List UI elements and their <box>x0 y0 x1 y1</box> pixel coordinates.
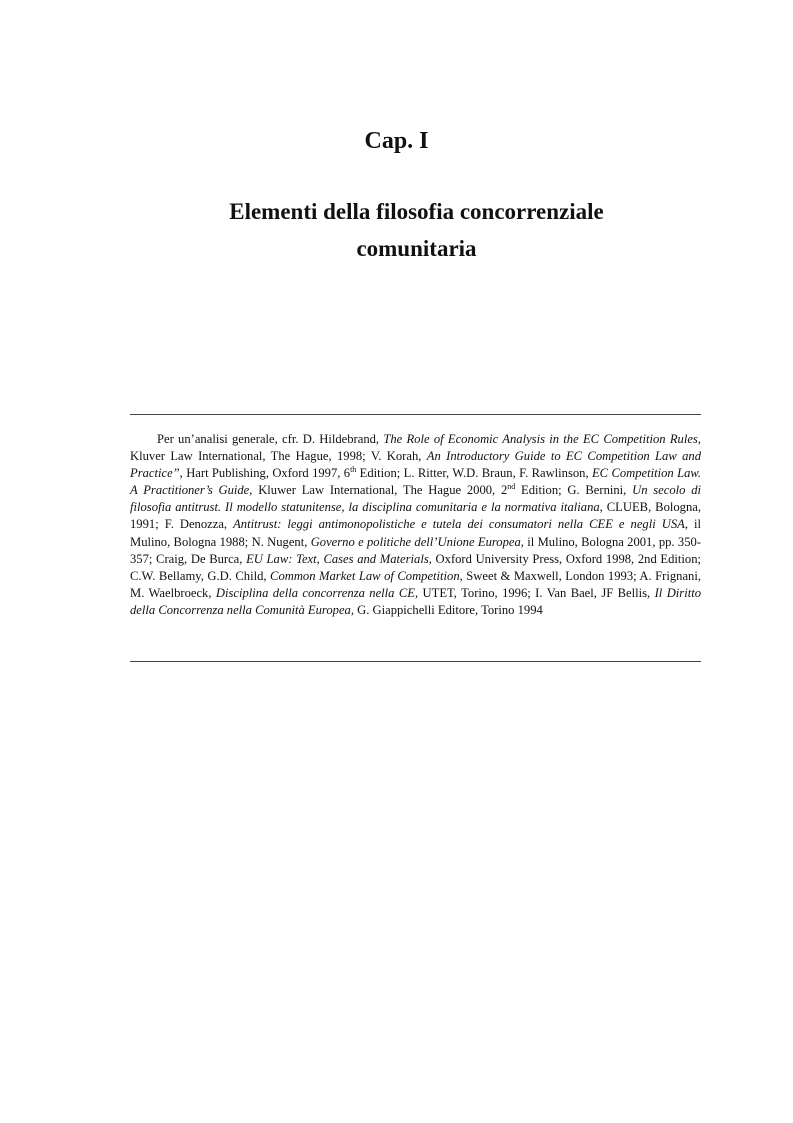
footnote-segment: Per un’analisi generale, cfr. D. Hildebrand, <box>157 432 384 446</box>
footnote-segment: Il Diritto della Concorrenza nella Comunità Europea <box>130 585 702 617</box>
footnote-segment: Edition; G. Bernini, <box>515 483 633 498</box>
footnote-segment: Governo e politiche dell’Unione Europea <box>310 534 521 549</box>
footnote-segment: nd <box>507 482 516 492</box>
footnote-top-rule <box>130 414 701 415</box>
chapter-label: Cap. I <box>364 128 429 154</box>
footnote-segment: An Introductory Guide to EC Competition Law and Practice” <box>130 449 701 481</box>
footnote-segment: , il Mulino, Bologna 2001, pp. 350-357; Craig, De Burca, <box>130 534 701 566</box>
footnote-segment: , il Mulino, Bologna 1988; N. Nugent, <box>130 517 701 549</box>
footnote-segment: Kluwer Law International, The Hague 2000, 2 <box>252 483 508 498</box>
footnote-segment: , Hart Publishing, Oxford 1997, 6 <box>179 466 351 481</box>
footnote-text <box>130 431 701 619</box>
footnote-segment: Common Market Law of Competition <box>270 568 460 583</box>
chapter-title-line-2: comunitaria <box>356 236 477 261</box>
footnote-segment: EC Competition Law. A Practitioner’s Guide, <box>130 466 701 498</box>
chapter-title <box>120 193 713 267</box>
footnote-segment: EU Law: Text, Cases and Materials <box>246 551 429 566</box>
footnote-segment: , Kluver Law International, The Hague, 1998; V. Korah, <box>130 432 701 464</box>
footnote-segment: UTET, Torino, 1996; I. Van Bael, JF Bellis, <box>418 585 655 600</box>
footnote-segment: Edition; L. Ritter, W.D. Braun, F. Rawlinson, <box>356 466 592 481</box>
footnote-segment: , Oxford University Press, Oxford 1998, 2nd Edition; C.W. Bellamy, G.D. Child, <box>130 551 701 583</box>
footnote-bottom-rule <box>130 661 701 662</box>
footnote-segment: Disciplina della concorrenza nella CE, <box>215 585 419 600</box>
footnote-segment: th <box>350 465 357 474</box>
footnote-segment: Un secolo di filosofia antitrust. Il modello statunitense, la disciplina comunitaria e la normativa italiana <box>130 483 701 515</box>
footnote-segment: The Role of Economic Analysis in the EC Competition Rules <box>383 432 698 446</box>
chapter-title-line-1: Elementi della filosofia concorrenziale <box>229 199 604 224</box>
footnote-segment: , G. Giappichelli Editore, Torino 1994 <box>350 602 543 617</box>
footnote-segment: Antitrust: leggi antimonopolistiche e tutela dei consumatori nella CEE e negli USA <box>233 517 685 532</box>
footnote-segment: , CLUEB, Bologna, 1991; F. Denozza, <box>130 500 701 532</box>
footnote-segment: , Sweet & Maxwell, London 1993; A. Frignani, M. Waelbroeck, <box>130 568 701 600</box>
